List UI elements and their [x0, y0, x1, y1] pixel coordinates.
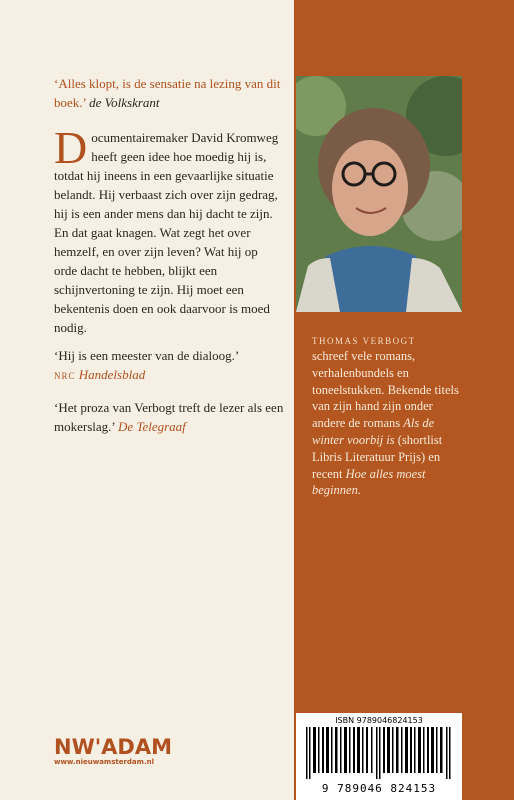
drop-cap: D [54, 122, 88, 173]
quote-source: de Volkskrant [89, 95, 160, 110]
author-photo [296, 76, 462, 312]
author-portrait-illustration [296, 76, 462, 312]
quote-text: ‘Hij is een meester van de dialoog.’ [54, 348, 240, 363]
publisher-url: www.nieuwamsterdam.nl [54, 758, 154, 766]
isbn-barcode [296, 713, 462, 800]
press-quote-telegraaf [54, 398, 284, 436]
press-quote-nrc [54, 346, 284, 386]
quote-text: ‘Alles klopt, is de sensatie na lezing van dit boek.’ [54, 76, 281, 110]
quote-text: ‘Het proza van Verbogt treft de lezer als een mokerslag.’ [54, 400, 284, 434]
bio-book-title: Hoe alles moest beginnen. [312, 466, 426, 498]
press-quote-volkskrant [54, 74, 284, 112]
isbn-digits: 9 789046 824153 [321, 782, 437, 795]
author-name: THOMAS VERBOGT [312, 336, 416, 346]
author-panel [294, 0, 514, 800]
publisher-logo [54, 736, 172, 766]
blurb-paragraph [54, 122, 284, 337]
bio-book-title: Als de winter voorbij is [312, 416, 435, 447]
bio-text: schreef vele romans, verhalenbundels en toneelstukken. Bekende titels van zijn hand zijn onder andere de romans [312, 349, 459, 431]
publisher-logo-wordmark: NW'ADAM [54, 735, 173, 759]
quote-source-prefix: NRC [54, 371, 76, 381]
author-bio [312, 348, 460, 499]
bio-text: (shortlist Libris Literatuur Prijs) en recent [312, 432, 443, 481]
blurb-text: ocumentairemaker David Kromweg heeft geen idee hoe moedig hij is, totdat hij ineens in een gevaarlijke situatie belandt. Hij verbaast zich over zijn gedrag, hij is een ander mens dan hij dacht te zijn. En dat gaat knagen. Wat zegt het over hemzelf, en over zijn leven? Wat hij op orde dacht te hebben, blijkt een schijnvertoning te zijn. Hij moet een bekentenis doen en ook daarvoor is moed nodig. [54, 130, 279, 335]
quote-source: De Telegraaf [118, 419, 186, 434]
isbn-label: ISBN 9789046824153 [335, 716, 423, 725]
quote-source: Handelsblad [78, 367, 146, 382]
barcode-bars-icon [304, 727, 454, 779]
